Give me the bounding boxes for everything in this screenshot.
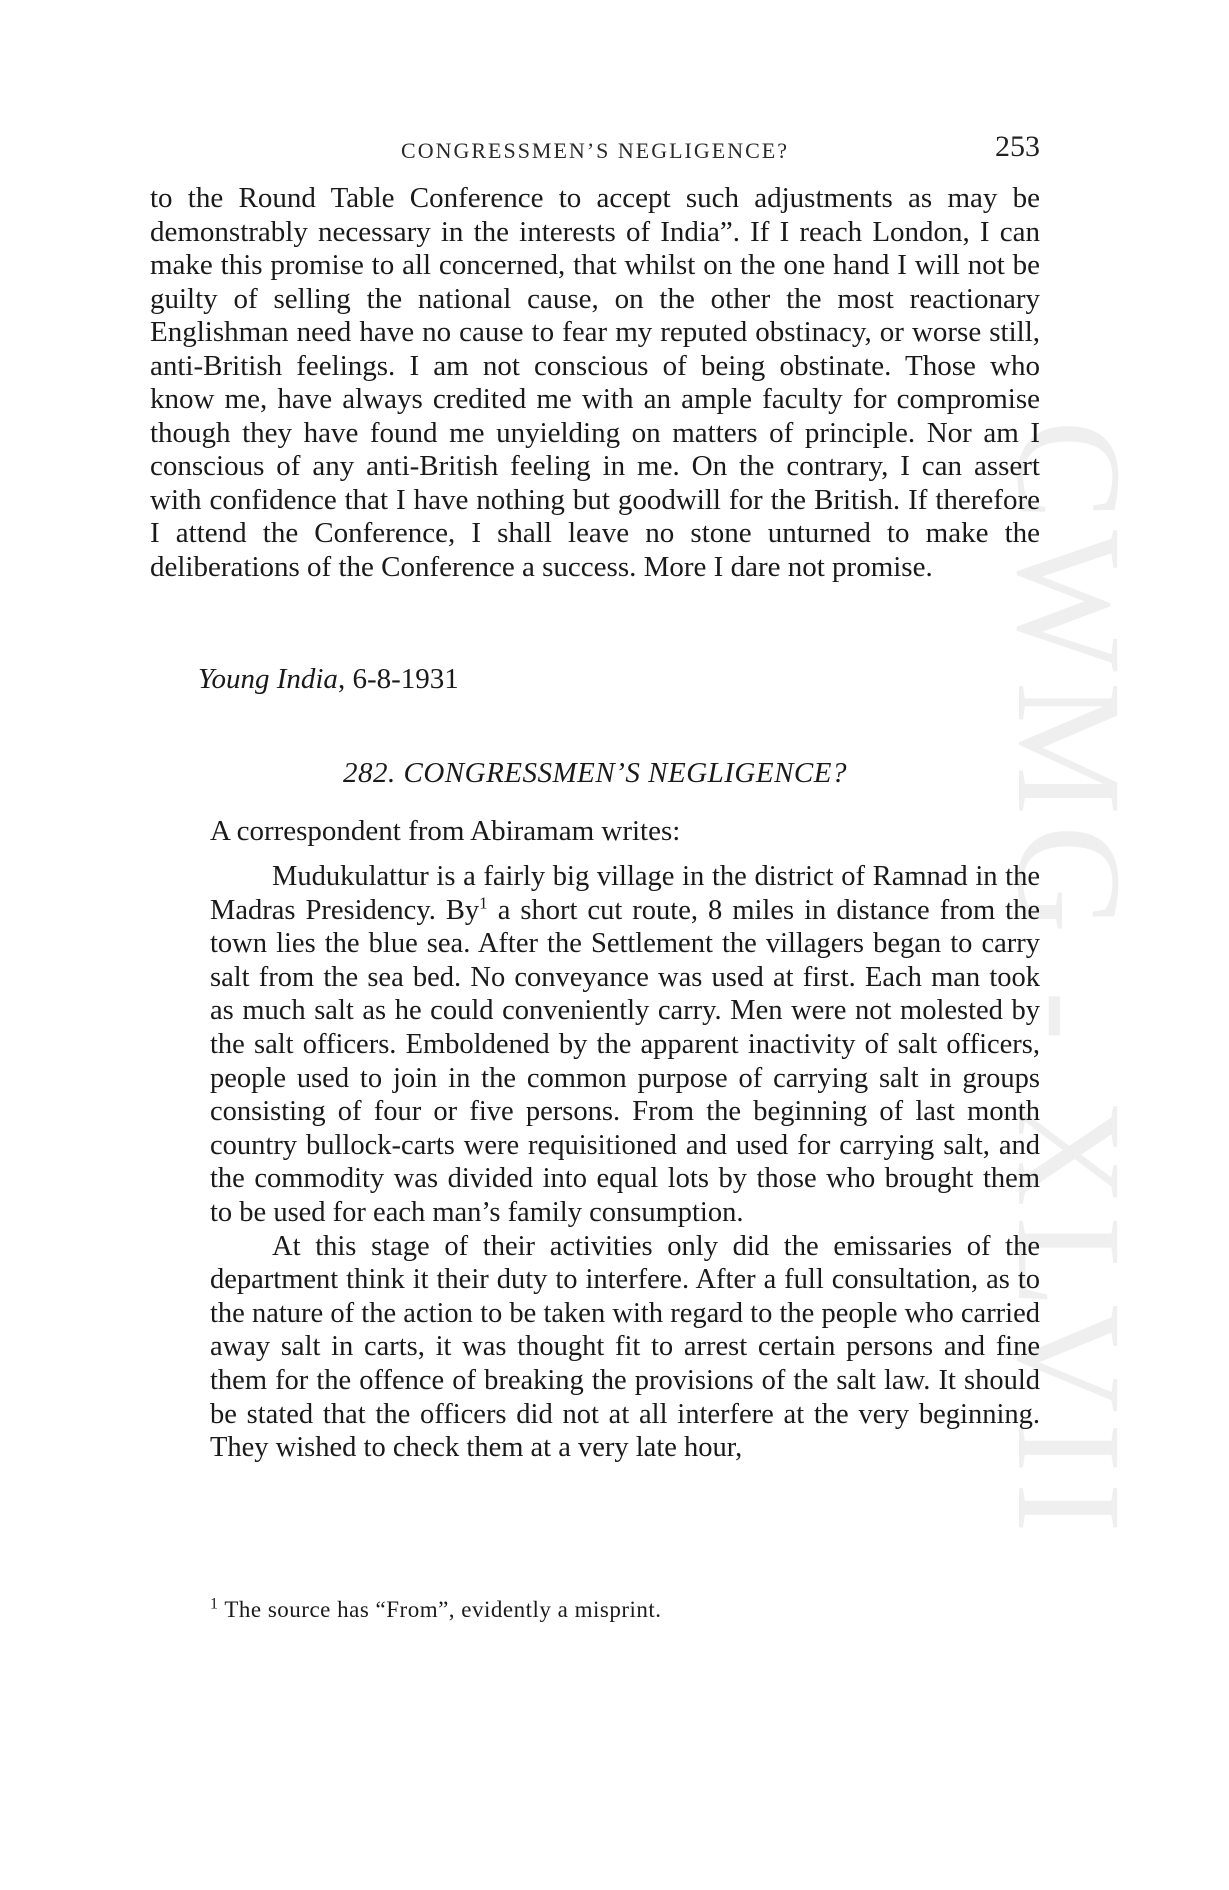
source-citation (198, 663, 459, 696)
footnote-mark: 1 (210, 1595, 219, 1613)
source-date: , 6-8-1931 (337, 663, 459, 695)
article-heading: 282. CONGRESSMEN’S NEGLIGENCE? (343, 757, 847, 789)
continuation-text: to the Round Table Conference to accept such adjustments as may be demonstrably necessary in the interests of India”. If I reach London, I can make this promise to all concerned, that whilst on the one hand I will not be guilty of selling the national cause, on the other the most reactionary Englishman need have no cause to fear my reputed obstinacy, or worse still, anti-British feelings. I am not conscious of being obstinate. Those who know me, have always credited me with an ample faculty for compromise though they have found me unyielding on matters of principle. Nor am I conscious of any anti-British feeling in me. On the contrary, I can assert with confidence that I have nothing but goodwill for the British. If therefore I attend the Conference, I shall leave no stone unturned to make the deliberations of the Conference a success. More I dare not promise. (150, 182, 1040, 583)
article-intro: A correspondent from Abiramam writes: (210, 815, 681, 847)
running-title: CONGRESSMEN’S NEGLIGENCE? (401, 138, 789, 163)
footnote (210, 1597, 662, 1623)
watermark-text: CWMG - XLVII (986, 420, 1152, 1543)
running-head (150, 130, 1040, 170)
quote-paragraph-2: At this stage of their activities only did the emissaries of the department think it their duty to interfere. After a full consultation, as to the nature of the action to be taken with regard to the people who carried away salt in carts, it was thought fit to arrest certain persons and fine them for the offence of breaking the provisions of the salt law. It should be stated that the officers did not at all interfere at the very beginning. They wished to check them at a very late hour, (210, 1230, 1040, 1464)
quote-paragraph-1 (210, 860, 1040, 1230)
footnote-reference: 1 (479, 893, 488, 913)
quote-paragraph-1-part-b: a short cut route, 8 miles in distance from the town lies the blue sea. After the Settlement the villagers began to carry salt from the sea bed. No conveyance was used at first. Each man took as much salt as he could conveniently carry. Men were not molested by the salt officers. Emboldened by the apparent inactivity of salt officers, people used to join in the common purpose of carrying salt in groups consisting of four or five persons. From the beginning of last month country bullock-carts were requisitioned and used for carrying salt, and the commodity was divided into equal lots by those who brought them to be used for each man’s family consumption. (210, 894, 1040, 1228)
quote-paragraph-1-part-a: Mudukulattur is a fairly big village in the district of Ramnad in the Madras Presidency. By (210, 861, 1040, 926)
quoted-letter (210, 860, 1040, 1465)
page-number: 253 (995, 130, 1040, 163)
source-publication: Young India (198, 663, 338, 695)
footnote-text: The source has “From”, evidently a misprint. (218, 1597, 662, 1622)
continuation-paragraph (150, 182, 1040, 584)
